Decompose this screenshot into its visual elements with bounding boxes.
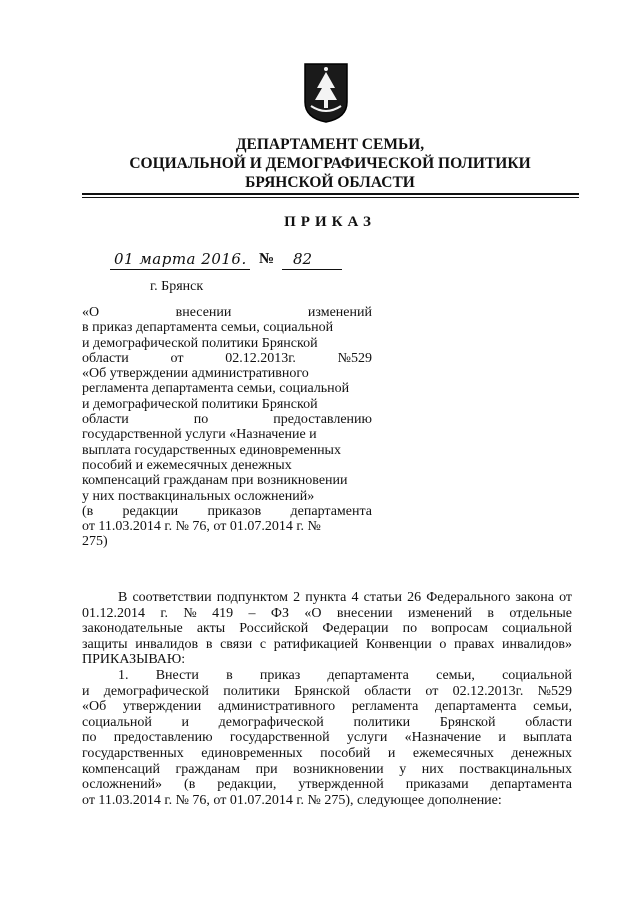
body-line: государственных единовременных пособий и ежемесячных денежных <box>82 745 572 761</box>
body-line: осложнений» (в редакции, утвержденной приказами департамента <box>82 777 572 793</box>
body-line: «Об утверждении административного регламента департамента семьи, <box>82 699 572 715</box>
body-line: 01.12.2014 г. № 419 – ФЗ «О внесении изменений в отдельные <box>82 605 572 621</box>
department-line: СОЦИАЛЬНОЙ И ДЕМОГРАФИЧЕСКОЙ ПОЛИТИКИ <box>129 155 531 172</box>
department-line: ДЕПАРТАМЕНТ СЕМЬИ, <box>235 136 425 153</box>
number-sign: № <box>259 251 275 267</box>
subject-line: в приказ департамента семьи, социальной <box>82 320 334 336</box>
order-body <box>82 590 572 808</box>
department-header <box>80 135 580 192</box>
subject-line: области от 02.12.2013г. №529 <box>82 350 372 366</box>
body-line: и демографической политики Брянской области от 02.12.2013г. №529 <box>82 683 572 699</box>
subject-line: и демографической политики Брянской <box>82 335 318 351</box>
order-date: 01 марта 2016. <box>114 250 247 268</box>
order-subject <box>82 305 372 550</box>
order-date-number <box>110 250 350 274</box>
date-underline <box>110 269 250 270</box>
city: г. Брянск <box>150 279 204 294</box>
subject-line: (в редакции приказов департамента <box>82 503 372 519</box>
body-line-directive: ПРИКАЗЫВАЮ: <box>82 652 186 668</box>
body-line: по предоставлению государственной услуги «Назначение и выплата <box>82 730 572 746</box>
coat-of-arms-icon <box>303 62 349 124</box>
subject-line: компенсаций гражданам при возникновении <box>82 473 348 489</box>
subject-line: регламента департамента семьи, социальной <box>82 381 350 397</box>
department-line: БРЯНСКОЙ ОБЛАСТИ <box>245 174 415 191</box>
body-line: социальной и демографической политики Брянской области <box>82 714 572 730</box>
body-line: В соответствии подпунктом 2 пункта 4 статьи 26 Федерального закона от <box>118 590 572 605</box>
header-divider-thin <box>82 197 579 198</box>
body-line: от 11.03.2014 г. № 76, от 01.07.2014 г. № 275), следующее дополнение: <box>82 792 502 808</box>
body-line: 1. Внести в приказ департамента семьи, социальной <box>118 667 572 683</box>
subject-line: выплата государственных единовременных <box>82 442 341 458</box>
subject-line: у них поствакцинальных осложнений» <box>82 488 315 504</box>
subject-line: государственной услуги «Назначение и <box>82 427 317 443</box>
subject-line: «О внесении изменений <box>82 305 372 320</box>
header-divider <box>82 193 579 195</box>
subject-line: «Об утверждении административного <box>82 366 309 382</box>
subject-line: и демографической политики Брянской <box>82 396 318 412</box>
subject-line: пособий и ежемесячных денежных <box>82 457 292 473</box>
order-number: 82 <box>293 250 313 268</box>
body-line: компенсаций гражданам при возникновении у них поствакцинальных <box>82 761 572 777</box>
number-underline <box>282 269 342 270</box>
body-line: защиты инвалидов в связи с ратификацией Конвенции о правах инвалидов» <box>82 636 572 652</box>
subject-line: области по предоставлению <box>82 412 372 428</box>
subject-line: от 11.03.2014 г. № 76, от 01.07.2014 г. № <box>82 519 321 535</box>
subject-line: 275) <box>82 534 108 550</box>
body-line: законодательные акты Российской Федерации по вопросам социальной <box>82 621 572 637</box>
order-title: ПРИКАЗ <box>284 214 376 230</box>
